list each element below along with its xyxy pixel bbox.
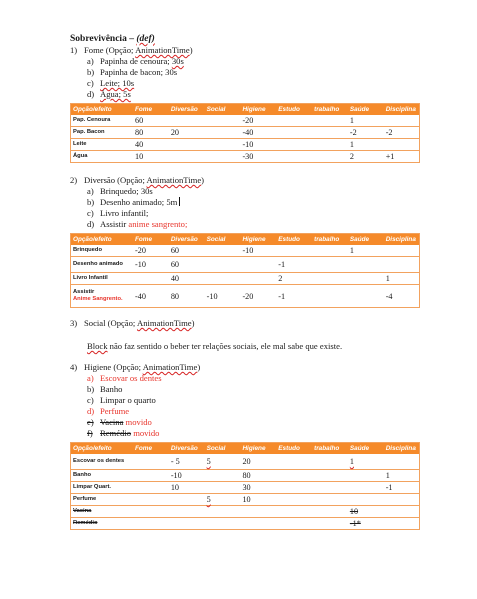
table-cell [205, 506, 241, 518]
table-diversao [70, 233, 420, 308]
section-higiene-heading: 4) Higiene (Opção; AnimationTime) [70, 362, 201, 372]
table-cell [240, 257, 276, 273]
table-cell: -1* [348, 518, 384, 530]
table-cell [348, 482, 384, 494]
table-cell [169, 139, 205, 151]
table-cell: 80 [240, 470, 276, 482]
col-header: Opção/efeito [71, 104, 134, 116]
table-cell: 10 [169, 482, 205, 494]
table-cell [276, 494, 312, 506]
table-cell [384, 257, 420, 273]
col-header: Fome [133, 443, 169, 455]
list-item: c) Livro infantil; [87, 208, 149, 218]
table-cell: - 5 [169, 454, 205, 470]
col-header: Opção/efeito [71, 234, 134, 246]
table-cell [312, 139, 348, 151]
text-cursor [179, 197, 180, 206]
table-cell [276, 470, 312, 482]
table-cell: Pap. Bacon [71, 127, 134, 139]
table-cell [312, 454, 348, 470]
table-cell: 20 [169, 127, 205, 139]
table-cell: -1 [276, 285, 312, 308]
col-header: Diversão [169, 443, 205, 455]
table-cell: Assistir Anime Sangrento. [71, 285, 134, 308]
table-cell: -20 [133, 245, 169, 257]
table-row [71, 257, 420, 273]
col-header: Disciplina [384, 234, 420, 246]
table-cell [384, 454, 420, 470]
table-cell: +1 [384, 151, 420, 163]
table-cell: 80 [169, 285, 205, 308]
table-cell [276, 506, 312, 518]
col-header: trabalho [312, 234, 348, 246]
table-cell: 10 [133, 151, 169, 163]
table-cell: Desenho animado [71, 257, 134, 273]
table-cell [133, 494, 169, 506]
table-row [71, 506, 420, 518]
table-fome [70, 103, 420, 163]
table-header-row [71, 104, 420, 116]
list-item: b) Desenho animado; 5m [70, 197, 420, 208]
list-item: b) Papinha de bacon; 30s [87, 67, 178, 77]
table-cell: 1 [348, 139, 384, 151]
table-cell: -20 [240, 115, 276, 127]
col-header: Higiene [240, 443, 276, 455]
table-cell [348, 257, 384, 273]
list-item: b) Banho [87, 384, 123, 394]
col-header: Social [205, 234, 241, 246]
table-row [71, 273, 420, 285]
table-cell: 40 [169, 273, 205, 285]
table-cell: 2 [276, 273, 312, 285]
table-row [71, 151, 420, 163]
table-cell: -1 [384, 482, 420, 494]
table-cell: 1 [348, 245, 384, 257]
table-cell [205, 470, 241, 482]
table-cell [348, 273, 384, 285]
table-row [71, 470, 420, 482]
table-cell [312, 518, 348, 530]
table-cell [240, 506, 276, 518]
col-header: Disciplina [384, 104, 420, 116]
table-cell: 10 [240, 494, 276, 506]
table-cell: 5 [205, 454, 241, 470]
table-cell [276, 245, 312, 257]
section-social-heading: 3) Social (Opção; AnimationTime) [70, 318, 195, 328]
table-cell [384, 518, 420, 530]
section-diversao-list [70, 186, 420, 230]
table-cell [312, 115, 348, 127]
col-header: Fome [133, 104, 169, 116]
table-cell: -30 [240, 151, 276, 163]
table-cell [205, 127, 241, 139]
table-higiene [70, 442, 420, 530]
table-cell: -10 [240, 139, 276, 151]
table-cell [384, 506, 420, 518]
col-header: Opção/efeito [71, 443, 134, 455]
table-cell: 5 [205, 494, 241, 506]
table-cell [133, 454, 169, 470]
table-row [71, 245, 420, 257]
list-item: c) Leite; 10s [87, 78, 135, 88]
table-cell [205, 245, 241, 257]
col-header: Social [205, 443, 241, 455]
table-cell: Livro Infantil [71, 273, 134, 285]
list-item: f) Remédio movido [87, 428, 160, 438]
table-row [71, 482, 420, 494]
list-item: e) Vacina movido [87, 417, 152, 427]
table-cell: -10 [240, 245, 276, 257]
col-header: Saúde [348, 443, 384, 455]
table-cell [276, 482, 312, 494]
table-cell [276, 454, 312, 470]
table-cell [312, 245, 348, 257]
table-cell: Banho [71, 470, 134, 482]
section-fome-list [70, 56, 420, 100]
table-cell [348, 285, 384, 308]
table-cell [205, 482, 241, 494]
table-cell: 30 [240, 482, 276, 494]
col-header: Diversão [169, 104, 205, 116]
col-header: Estudo [276, 443, 312, 455]
table-cell: Água [71, 151, 134, 163]
table-header-row [71, 443, 420, 455]
table-cell [276, 115, 312, 127]
table-row [71, 115, 420, 127]
table-cell [384, 494, 420, 506]
table-cell: -1 [276, 257, 312, 273]
list-item: a) Escovar os dentes [87, 373, 162, 383]
col-header: Higiene [240, 104, 276, 116]
table-cell [312, 470, 348, 482]
list-item: d) Assistir anime sangrento; [87, 219, 188, 229]
table-cell [276, 151, 312, 163]
col-header: Estudo [276, 234, 312, 246]
table-cell: -2 [348, 127, 384, 139]
table-header-row [71, 234, 420, 246]
col-header: Higiene [240, 234, 276, 246]
table-cell: 1 [348, 115, 384, 127]
table-cell [348, 494, 384, 506]
table-cell: -10 [205, 285, 241, 308]
table-row [71, 518, 420, 530]
section-higiene-list [70, 373, 420, 439]
table-cell [133, 470, 169, 482]
table-cell: -40 [133, 285, 169, 308]
table-cell: -4 [384, 285, 420, 308]
table-cell [312, 482, 348, 494]
section-fome-heading: 1) Fome (Opção; AnimationTime) [70, 45, 193, 55]
list-item: c) Limpar o quarto [87, 395, 156, 405]
col-header: trabalho [312, 443, 348, 455]
table-cell [240, 273, 276, 285]
col-header: Saúde [348, 234, 384, 246]
col-header: Fome [133, 234, 169, 246]
table-cell [276, 127, 312, 139]
table-row [71, 285, 420, 308]
table-cell: Brinquedo [71, 245, 134, 257]
table-cell [205, 518, 241, 530]
table-row [71, 494, 420, 506]
table-cell [205, 139, 241, 151]
table-cell: Vacina [71, 506, 134, 518]
table-cell: -10 [169, 470, 205, 482]
table-cell [312, 494, 348, 506]
table-cell: Leite [71, 139, 134, 151]
table-cell: 2 [348, 151, 384, 163]
table-cell: Remédio [71, 518, 134, 530]
table-cell [312, 151, 348, 163]
table-cell: Escovar os dentes [71, 454, 134, 470]
section-diversao-heading: 2) Diversão (Opção; AnimationTime) [70, 175, 205, 185]
table-cell [133, 518, 169, 530]
table-cell [384, 245, 420, 257]
table-cell: -40 [240, 127, 276, 139]
table-cell [169, 506, 205, 518]
table-cell [348, 470, 384, 482]
table-row [71, 139, 420, 151]
table-cell [312, 127, 348, 139]
table-cell [133, 506, 169, 518]
table-cell [205, 115, 241, 127]
table-cell [384, 139, 420, 151]
table-cell: 20 [240, 454, 276, 470]
table-cell [169, 518, 205, 530]
table-cell: 40 [133, 139, 169, 151]
col-header: Diversão [169, 234, 205, 246]
table-cell [240, 518, 276, 530]
table-cell [205, 257, 241, 273]
list-item: d) Água; 5s [87, 89, 131, 99]
table-cell [276, 518, 312, 530]
table-cell: 1 [348, 454, 384, 470]
col-header: Estudo [276, 104, 312, 116]
document-page [70, 34, 420, 530]
table-cell: 1 [384, 470, 420, 482]
table-cell [312, 257, 348, 273]
table-row [71, 454, 420, 470]
table-cell: -20 [240, 285, 276, 308]
table-cell: 60 [133, 115, 169, 127]
list-item: a) Brinquedo; 30s [87, 186, 153, 196]
list-item: a) Papinha de cenoura; 30s [87, 56, 184, 66]
table-cell: Limpar Quart. [71, 482, 134, 494]
table-cell [133, 482, 169, 494]
col-header: trabalho [312, 104, 348, 116]
table-cell: Perfume [71, 494, 134, 506]
table-cell: Pap. Cenoura [71, 115, 134, 127]
table-cell [205, 151, 241, 163]
table-cell [384, 115, 420, 127]
table-cell: 10 [348, 506, 384, 518]
table-cell [169, 115, 205, 127]
table-cell [169, 151, 205, 163]
table-cell: 60 [169, 245, 205, 257]
col-header: Social [205, 104, 241, 116]
table-cell [276, 139, 312, 151]
table-cell: 1 [384, 273, 420, 285]
table-cell [169, 494, 205, 506]
table-cell [312, 273, 348, 285]
table-cell [205, 273, 241, 285]
section-social-paragraph: Block não faz sentido o beber ter relações sociais, ele mal sabe que existe. [87, 341, 343, 351]
table-cell [312, 285, 348, 308]
list-item: d) Perfume [87, 406, 130, 416]
table-cell: 60 [169, 257, 205, 273]
table-cell: -10 [133, 257, 169, 273]
col-header: Saúde [348, 104, 384, 116]
table-cell [133, 273, 169, 285]
table-row [71, 127, 420, 139]
col-header: Disciplina [384, 443, 420, 455]
table-cell: 80 [133, 127, 169, 139]
table-cell: -2 [384, 127, 420, 139]
document-title: Sobrevivência – (def) [70, 34, 155, 44]
table-cell [312, 506, 348, 518]
